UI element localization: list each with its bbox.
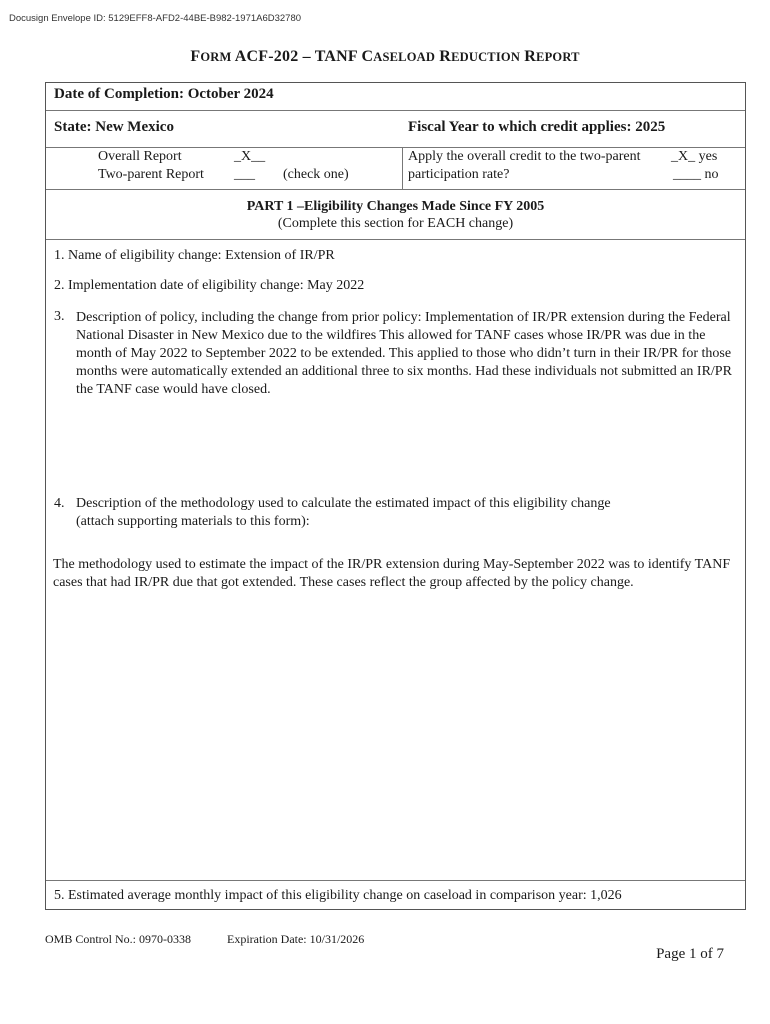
form-frame <box>45 82 746 910</box>
divider <box>46 239 745 240</box>
item-4-line2: (attach supporting materials to this form): <box>76 514 310 529</box>
title-r2: R <box>520 48 537 65</box>
date-of-completion: Date of Completion: October 2024 <box>54 86 274 102</box>
methodology-text: The methodology used to estimate the impact of the IR/PR extension during May-September 2022 was to identify TANF cases that had IR/PR due that got extended. These cases reflect the group affected by the policy change. <box>53 557 731 590</box>
part1-heading: PART 1 –Eligibility Changes Made Since FY 2005 <box>246 199 545 214</box>
item-3-number: 3. <box>54 309 65 324</box>
title-eport: EPORT <box>536 50 580 64</box>
expiration-date: Expiration Date: 10/31/2026 <box>227 932 365 946</box>
divider <box>46 147 745 148</box>
divider <box>46 110 745 111</box>
fiscal-year-field: Fiscal Year to which credit applies: 2025 <box>408 119 666 135</box>
two-parent-report-label: Two-parent Report <box>98 167 204 182</box>
envelope-id: Docusign Envelope ID: 5129EFF8-AFD2-44BE-B982-1971A6D32780 <box>9 13 302 24</box>
title-form-no: ACF-202 – TANF <box>231 48 362 65</box>
apply-credit-no-checkbox[interactable]: ____ no <box>673 167 719 182</box>
overall-report-label: Overall Report <box>98 149 182 164</box>
item-4-line1: Description of the methodology used to calculate the estimated impact of this eligibility change <box>76 496 611 511</box>
part1-subheading: (Complete this section for EACH change) <box>277 216 514 231</box>
two-parent-report-checkbox[interactable]: ___ <box>234 167 255 182</box>
apply-credit-question-line2: participation rate? <box>408 167 510 182</box>
page-number: Page 1 of 7 <box>656 946 724 962</box>
divider <box>46 880 745 881</box>
apply-credit-yes-checkbox[interactable]: _X_ yes <box>671 149 718 164</box>
form-title <box>0 48 770 66</box>
state-field: State: New Mexico <box>54 119 174 135</box>
title-orm: ORM <box>200 50 232 64</box>
column-divider <box>402 147 403 189</box>
item-3-policy-description: Description of policy, including the change from prior policy: Implementation of IR/PR extension during the Federal National Disaster in New Mexico due to the wildfires This allowed for TANF cases whose IR/PR was due in the month of May 2022 to September 2022 to be extended. This applied to those who didn’t turn in their IR/PR for those months were automatically extended an additional three to six months. Had these individuals not submitted an IR/PR the TANF case would have closed. <box>76 310 732 397</box>
item-4-number: 4. <box>54 496 65 511</box>
item-5-estimated-impact: 5. Estimated average monthly impact of this eligibility change on caseload in comparison year: 1,026 <box>54 888 622 903</box>
divider <box>46 189 745 190</box>
title-f: F <box>190 48 201 65</box>
title-c: C <box>361 48 374 65</box>
item-1-eligibility-change-name: 1. Name of eligibility change: Extension of IR/PR <box>54 248 335 263</box>
check-one-note: (check one) <box>283 167 349 182</box>
apply-credit-question-line1: Apply the overall credit to the two-parent <box>408 149 641 164</box>
title-eduction: EDUCTION <box>451 50 521 64</box>
title-aseload: ASELOAD <box>373 50 436 64</box>
omb-control-number: OMB Control No.: 0970-0338 <box>45 932 192 946</box>
overall-report-checkbox[interactable]: _X__ <box>234 149 266 164</box>
item-2-implementation-date: 2. Implementation date of eligibility change: May 2022 <box>54 278 365 293</box>
title-r1: R <box>435 48 452 65</box>
